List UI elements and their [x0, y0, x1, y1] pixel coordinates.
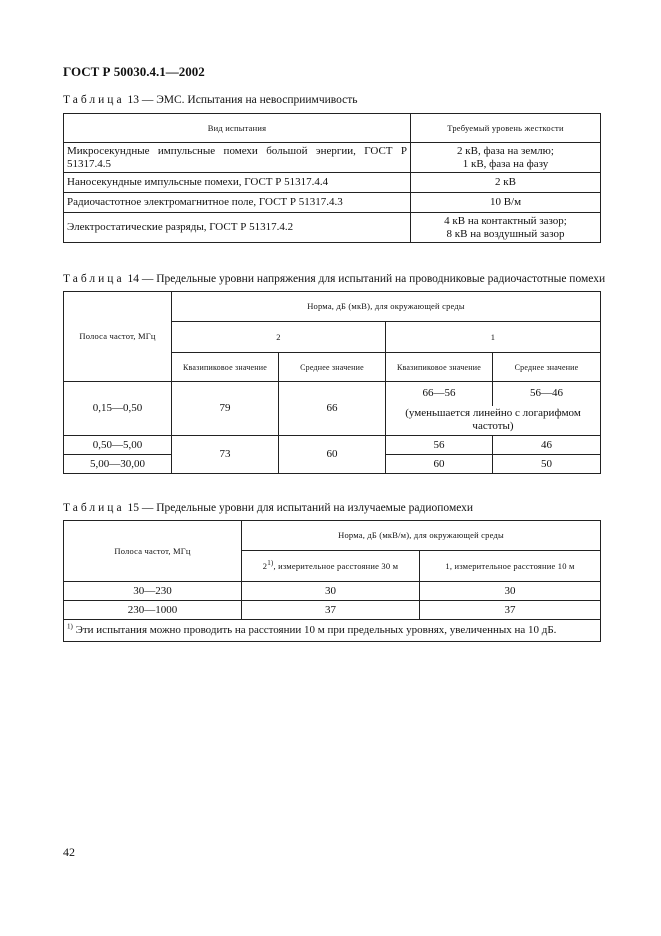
band-cell: 230—1000: [64, 601, 242, 620]
table-row: [64, 382, 601, 406]
table-14: [63, 291, 601, 474]
footnote-text: Эти испытания можно проводить на расстоянии 10 м при предельных уровнях, увеличенных на 10 дБ.: [72, 624, 557, 636]
value-cell: 30: [420, 582, 601, 601]
value-cell: 37: [242, 601, 420, 620]
value-cell: 30: [242, 582, 420, 601]
value-cell: 66—56: [386, 382, 493, 406]
note-cell: (уменьшается линейно с логарифмом частоты): [386, 406, 601, 436]
header-required-level: Требуемый уровень жесткости: [411, 114, 601, 143]
caption-word: Таблица: [63, 502, 125, 514]
footnote-marker: 1): [67, 622, 73, 631]
document-header: ГОСТ Р 50030.4.1—2002: [63, 64, 205, 79]
caption-word: Таблица: [63, 94, 125, 106]
header-norm: Норма, дБ (мкВ/м), для окружающей среды: [242, 521, 601, 551]
header-frequency-band: Полоса частот, МГц: [64, 292, 172, 382]
value-cell: 46: [493, 436, 601, 455]
level-cell: 10 В/м: [411, 193, 601, 213]
header-environment-2: [242, 551, 420, 582]
caption-number: 14: [127, 273, 139, 285]
table-row: [64, 582, 601, 601]
value-cell: 37: [420, 601, 601, 620]
level-line: 1 кВ, фаза на фазу: [462, 157, 549, 170]
table-row: [64, 436, 601, 455]
level-line: 4 кВ на контактный зазор;: [444, 214, 567, 227]
caption-number: 15: [127, 502, 139, 514]
band-cell: 0,50—5,00: [64, 436, 172, 455]
test-name: Микросекундные импульсные помехи большой энергии, ГОСТ Р 51317.4.5: [64, 143, 411, 173]
header-quasi-peak: Квазипиковое значение: [172, 353, 279, 382]
value-cell: 66: [279, 382, 386, 436]
level-line: 8 кВ на воздушный зазор: [446, 227, 565, 240]
level-cell: 2 кВ: [411, 173, 601, 193]
table-15: [63, 520, 601, 642]
table-row: [64, 173, 601, 193]
header-norm: Норма, дБ (мкВ), для окружающей среды: [172, 292, 601, 322]
value-cell: 56—46: [493, 382, 601, 406]
table-row: [64, 601, 601, 620]
table-row: [64, 143, 601, 173]
header-environment-1: 1, измерительное расстояние 10 м: [420, 551, 601, 582]
value-cell: 56: [386, 436, 493, 455]
footnote-row: [64, 620, 601, 642]
value-cell: 60: [386, 455, 493, 474]
footnote: [64, 620, 601, 642]
header-quasi-peak: Квазипиковое значение: [386, 353, 493, 382]
level-cell: [411, 143, 601, 173]
table-row: [64, 213, 601, 243]
table-15-caption: [63, 502, 473, 514]
level-cell: [411, 213, 601, 243]
test-name: Электростатические разряды, ГОСТ Р 51317.4.2: [64, 213, 411, 243]
page-number: 42: [63, 845, 75, 859]
caption-number: 13: [127, 94, 139, 106]
band-cell: 5,00—30,00: [64, 455, 172, 474]
header-frequency-band: Полоса частот, МГц: [64, 521, 242, 582]
footnote-ref: 1): [267, 558, 274, 567]
value-cell: 60: [279, 436, 386, 474]
header-average: Среднее значение: [279, 353, 386, 382]
header-test-type: Вид испытания: [64, 114, 411, 143]
table-header-row: [64, 521, 601, 551]
env-distance: , измерительное расстояние 30 м: [273, 560, 399, 571]
table-header-row: [64, 292, 601, 322]
band-cell: 0,15—0,50: [64, 382, 172, 436]
level-line: 2 кВ, фаза на землю;: [457, 144, 554, 157]
table-13: [63, 113, 601, 243]
caption-text: — ЭМС. Испытания на невосприимчивость: [141, 94, 358, 106]
caption-text: — Предельные уровни для испытаний на излучаемые радиопомехи: [141, 502, 474, 514]
header-environment-1: 1: [386, 322, 601, 353]
table-row: [64, 193, 601, 213]
header-environment-2: 2: [172, 322, 386, 353]
caption-text: — Предельные уровни напряжения для испытаний на проводниковые радиочастотные помехи: [141, 273, 606, 285]
table-14-caption: [63, 273, 605, 285]
header-average: Среднее значение: [493, 353, 601, 382]
table-13-caption: [63, 94, 358, 106]
value-cell: 79: [172, 382, 279, 436]
test-name: Радиочастотное электромагнитное поле, ГОСТ Р 51317.4.3: [64, 193, 411, 213]
env-number: 2: [262, 560, 268, 571]
table-header-row: [64, 114, 601, 143]
band-cell: 30—230: [64, 582, 242, 601]
caption-word: Таблица: [63, 273, 125, 285]
value-cell: 50: [493, 455, 601, 474]
test-name: Наносекундные импульсные помехи, ГОСТ Р 51317.4.4: [64, 173, 411, 193]
value-cell: 73: [172, 436, 279, 474]
